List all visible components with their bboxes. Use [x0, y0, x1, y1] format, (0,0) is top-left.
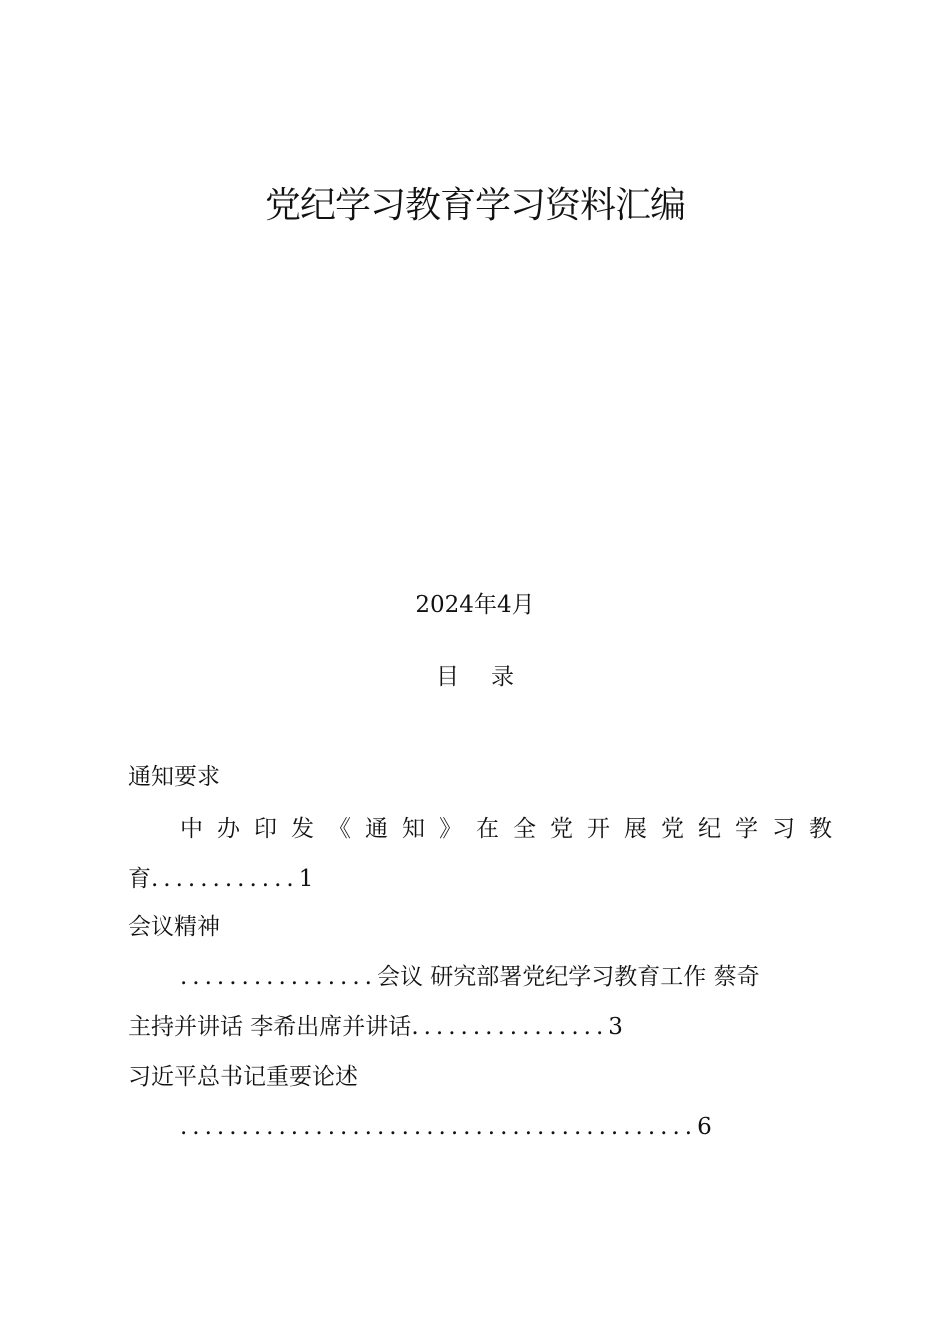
toc-section-title-speeches: 习近平总书记重要论述 [128, 1064, 358, 1090]
toc-entry-text: 会议 研究部署党纪学习教育工作 蔡奇 [376, 964, 760, 990]
toc-heading-char-2: 录 [491, 664, 514, 690]
toc-char: 中 [180, 816, 203, 842]
toc-leader-dots: ............ [151, 866, 299, 892]
toc-leader-dots: ................ [411, 1014, 609, 1040]
toc-char: 开 [587, 816, 610, 842]
toc-entry-text: 育 [128, 866, 151, 892]
toc-entry-notice-line2[interactable] [128, 862, 313, 896]
toc-char: 通 [365, 816, 388, 842]
toc-heading [0, 660, 950, 694]
toc-char: 全 [513, 816, 536, 842]
toc-char: 党 [661, 816, 684, 842]
toc-leader-dots: .......................................... [180, 1114, 698, 1140]
toc-page-number: 1 [298, 866, 314, 892]
toc-page-number: 6 [697, 1114, 712, 1140]
toc-section-title-notice: 通知要求 [128, 764, 220, 790]
toc-section-title-meeting: 会议精神 [128, 914, 220, 940]
document-date: 2024年4月 [415, 592, 535, 618]
toc-char: 党 [550, 816, 573, 842]
toc-char: 教 [809, 816, 832, 842]
toc-entry-meeting-line2[interactable] [128, 1010, 623, 1044]
toc-char: 展 [624, 816, 647, 842]
toc-leader-dots: ................ [180, 964, 377, 990]
toc-char: 《 [328, 816, 351, 842]
toc-char: 办 [217, 816, 240, 842]
toc-char: 在 [476, 816, 499, 842]
toc-char: 印 [254, 816, 277, 842]
toc-page-number: 3 [608, 1014, 623, 1040]
toc-char: 习 [772, 816, 795, 842]
toc-entry-notice-line1[interactable] [180, 812, 832, 846]
toc-char: 知 [402, 816, 425, 842]
toc-entry-speeches-line1[interactable] [180, 1110, 712, 1144]
toc-char: 发 [291, 816, 314, 842]
toc-char: 学 [735, 816, 758, 842]
toc-entry-meeting-line1[interactable] [180, 960, 760, 994]
toc-char: 纪 [698, 816, 721, 842]
toc-char: 》 [439, 816, 462, 842]
toc-heading-char-1: 目 [436, 664, 459, 690]
document-title: 党纪学习教育学习资料汇编 [264, 185, 685, 226]
toc-entry-text: 主持并讲话 李希出席并讲话 [128, 1014, 412, 1040]
